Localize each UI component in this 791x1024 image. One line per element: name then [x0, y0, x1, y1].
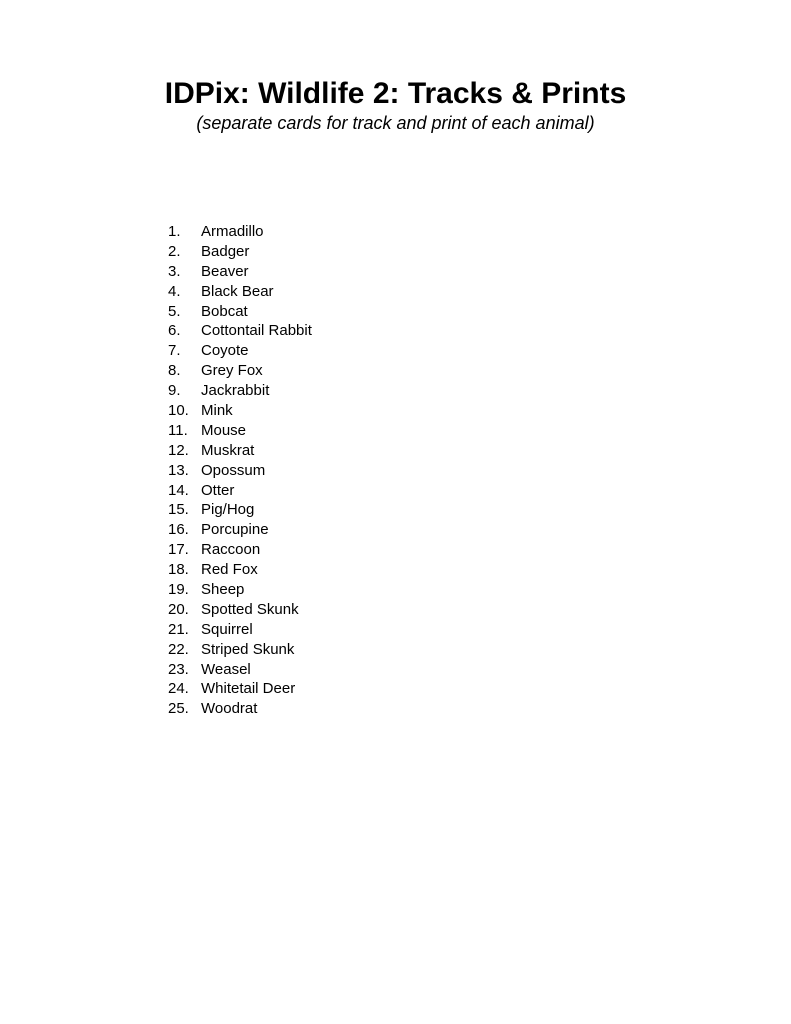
list-item-number: 21.: [168, 620, 189, 638]
list-item-name: Mouse: [201, 421, 247, 439]
list-item-number: 19.: [168, 581, 189, 599]
list-item-name: Cottontail Rabbit: [201, 322, 312, 340]
list-item-number: 14.: [168, 481, 189, 499]
list-item: [168, 282, 312, 302]
list-item-name: Beaver: [201, 262, 249, 280]
list-item-name: Armadillo: [201, 223, 264, 240]
list-item: [168, 441, 312, 461]
list-item-number: 23.: [168, 660, 189, 678]
list-item: [168, 679, 312, 699]
list-item: [168, 481, 312, 501]
list-item-number: 15.: [168, 501, 189, 519]
list-item-number: 22.: [168, 640, 189, 658]
list-item: [168, 401, 312, 421]
list-item-name: Bobcat: [201, 302, 248, 320]
list-item-name: Spotted Skunk: [201, 600, 299, 618]
list-item: [168, 520, 312, 540]
list-item-name: Raccoon: [201, 541, 261, 559]
list-item-number: 2.: [168, 242, 181, 260]
list-item: [168, 262, 312, 282]
list-item-name: Sheep: [201, 581, 245, 599]
list-item-number: 18.: [168, 561, 189, 579]
list-item: [168, 222, 312, 242]
list-item: [168, 580, 312, 600]
list-item-number: 7.: [168, 342, 181, 360]
list-item-number: 5.: [168, 302, 181, 320]
list-item: [168, 660, 312, 680]
list-item: [168, 620, 312, 640]
list-item-number: 17.: [168, 541, 189, 559]
list-item-name: Muskrat: [201, 441, 255, 459]
animal-list: [168, 222, 312, 719]
list-item-name: Badger: [201, 242, 250, 260]
list-item-number: 11.: [168, 421, 188, 439]
list-item-number: 6.: [168, 322, 181, 340]
list-item-name: Grey Fox: [201, 362, 263, 380]
list-item-number: 13.: [168, 461, 189, 479]
list-item: [168, 302, 312, 322]
list-item-name: Mink: [201, 402, 233, 420]
list-item-number: 20.: [168, 600, 189, 618]
list-item: [168, 321, 312, 341]
list-item-name: Striped Skunk: [201, 640, 295, 658]
list-item: [168, 640, 312, 660]
list-item-name: Squirrel: [201, 620, 253, 638]
list-item-number: 25.: [168, 700, 189, 718]
list-item: [168, 361, 312, 381]
list-item-number: 8.: [168, 362, 181, 380]
list-item: [168, 699, 312, 719]
list-item-name: Whitetail Deer: [201, 680, 296, 698]
list-item-name: Weasel: [201, 660, 251, 678]
list-item-number: 10.: [168, 402, 189, 420]
list-item-name: Coyote: [201, 342, 249, 360]
list-item-number: 4.: [168, 282, 181, 300]
list-item: [168, 381, 312, 401]
list-item-name: Otter: [201, 481, 235, 499]
list-item: [168, 341, 312, 361]
list-item: [168, 242, 312, 262]
list-item: [168, 461, 312, 481]
list-item-number: 1.: [168, 223, 181, 240]
page-title: IDPix: Wildlife 2: Tracks & Prints: [164, 77, 627, 110]
list-item-name: Red Fox: [201, 561, 258, 579]
list-item-name: Pig/Hog: [201, 501, 255, 519]
list-item-name: Jackrabbit: [201, 382, 270, 400]
list-item-name: Opossum: [201, 461, 266, 479]
list-item: [168, 500, 312, 520]
list-item: [168, 421, 312, 441]
list-item-number: 9.: [168, 382, 181, 400]
list-item: [168, 560, 312, 580]
list-item-name: Black Bear: [201, 282, 274, 300]
list-item-number: 16.: [168, 521, 189, 539]
list-item: [168, 600, 312, 620]
list-item-name: Porcupine: [201, 521, 269, 539]
list-item-number: 12.: [168, 441, 189, 459]
list-item-number: 24.: [168, 680, 189, 698]
page-subtitle: (separate cards for track and print of each animal): [196, 113, 595, 133]
list-item-number: 3.: [168, 262, 181, 280]
list-item: [168, 540, 312, 560]
list-item-name: Woodrat: [201, 700, 258, 718]
